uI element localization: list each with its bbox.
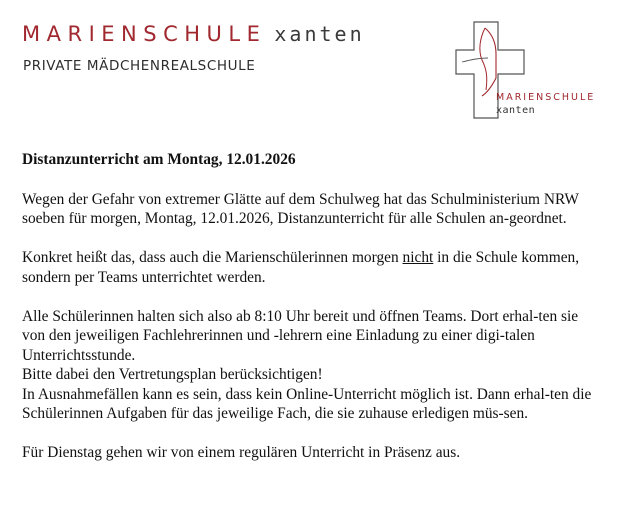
letter-body (22, 150, 602, 482)
school-name-town: xanten (274, 22, 365, 46)
emphasis-not: nicht (402, 249, 434, 266)
paragraph-4: Für Dienstag gehen wir von einem regulären Unterricht in Präsenz aus. (22, 444, 461, 461)
paragraph-3-line-1: Alle Schülerinnen halten sich also ab 8:10 Uhr bereit und öffnen Teams. Dort erhal-ten sie von den jeweiligen Fachlehrerinnen und -lehrern eine Einladung zu einer digi-talen Unterrichtsstunde. (22, 307, 579, 364)
paragraph-3-line-2: Bitte dabei den Vertretungsplan berücksichtigen! (22, 366, 323, 383)
logo-town: xanten (496, 105, 536, 116)
school-name-main: MARIENSCHULE (22, 22, 267, 46)
letter-title: Distanzunterricht am Montag, 12.01.2026 (22, 151, 296, 168)
school-name (22, 22, 365, 46)
paragraph-2 (22, 248, 602, 287)
letterhead (0, 0, 618, 140)
paragraph-2-end: in die Schule kommen, sondern per Teams unterrichtet werden. (22, 249, 580, 286)
paragraph-3 (22, 307, 602, 424)
school-subtitle: PRIVATE MÄDCHENREALSCHULE (23, 58, 256, 74)
paragraph-2-start: Konkret heißt das, dass auch die Marienschülerinnen morgen (22, 249, 403, 266)
logo-school-name: MARIENSCHULE (496, 92, 596, 103)
paragraph-3-line-3: In Ausnahmefällen kann es sein, dass kein Online-Unterricht möglich ist. Dann erhal-ten die Schülerinnen Aufgaben für das jeweilige Fach, die sie zuhause erledigen müs-sen. (22, 385, 592, 422)
paragraph-1: Wegen der Gefahr von extremer Glätte auf dem Schulweg hat das Schulministerium NRW soeben für morgen, Montag, 12.01.2026, Distanzunterricht für alle Schulen an-geordnet. (22, 190, 579, 227)
